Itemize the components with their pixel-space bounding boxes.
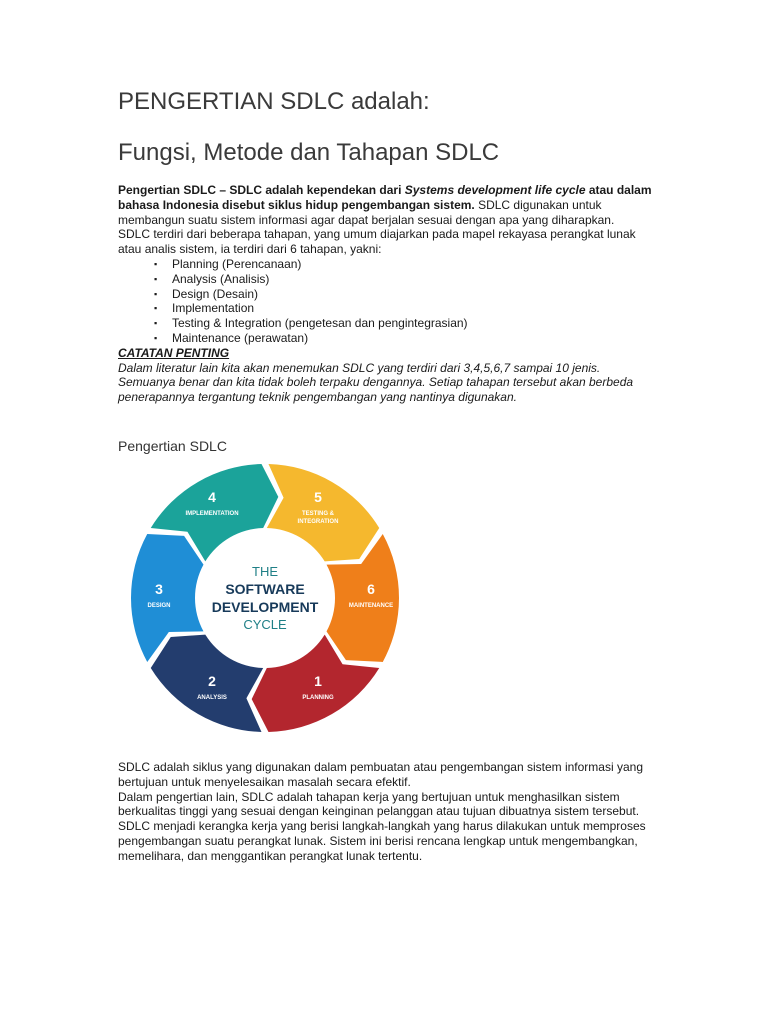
- list-item: ▪ Maintenance (perawatan): [172, 331, 658, 346]
- cycle-segment-2: [151, 635, 263, 732]
- cycle-segment-label: TESTING &: [301, 511, 335, 518]
- cycle-segment-number: 3: [155, 581, 163, 597]
- intro-bold-a: Pengertian SDLC – SDLC adalah kependekan dari: [118, 183, 405, 197]
- cycle-svg: [130, 458, 400, 738]
- page-subtitle: Fungsi, Metode dan Tahapan SDLC: [118, 139, 500, 166]
- cycle-segment-number: 4: [208, 489, 216, 506]
- note-title: CATATAN PENTING: [118, 345, 230, 360]
- list-item: ▪ Planning (Perencanaan): [172, 257, 658, 272]
- paragraph: SDLC adalah siklus yang digunakan dalam pembuatan atau pengembangan sistem informasi yang bertujuan untuk menyelesaikan masalah secara efektif.: [118, 760, 643, 789]
- cycle-segment-number: 6: [367, 581, 375, 597]
- paragraph: Dalam pengertian lain, SDLC adalah tahapan kerja yang bertujuan untuk menghasilkan sistem berkualitas tinggi yang sesuai dengan keinginan pelanggan atau tujuan dibuatnya sistem tersebut.: [118, 789, 640, 819]
- cycle-center-text: DEVELOPMENT: [211, 599, 319, 615]
- cycle-segment-number: 5: [314, 489, 322, 506]
- list-item: ▪ Design (Desain): [172, 287, 658, 302]
- cycle-segment-label: MAINTENANCE: [348, 603, 394, 609]
- cycle-segment-label: DESIGN: [147, 603, 171, 609]
- cycle-center-text: THE: [252, 564, 278, 579]
- cycle-center-text: CYCLE: [243, 617, 287, 632]
- paragraph: SDLC menjadi kerangka kerja yang berisi langkah-langkah yang harus dilakukan untuk memproses pengembangan suatu perangkat lunak. Sistem ini berisi rencana lengkap untuk mengembangkan, memelihara, dan menggantikan perangkat lunak tertentu.: [118, 819, 646, 863]
- intro-paragraph: [118, 183, 658, 227]
- note-text: Dalam literatur lain kita akan menemukan SDLC yang terdiri dari 3,4,5,6,7 sampai 10 jenis. Semuanya benar dan kita tidak boleh terpaku dengannya. Setiap tahapan tersebut akan berbeda penerapannya tergantung teknik pengembangan yang nantinya digunakan.: [118, 360, 634, 405]
- cycle-segment-label: ANALYSIS: [197, 694, 227, 701]
- cycle-segment-number: 2: [208, 672, 216, 689]
- body-section: [118, 760, 658, 864]
- page-title: PENGERTIAN SDLC adalah:: [118, 88, 430, 115]
- cycle-segment-number: 1: [314, 672, 322, 689]
- intro-bold-b: atau dalam bahasa Indonesia disebut siklus hidup pengembangan sistem.: [118, 183, 652, 212]
- cycle-center-text: SOFTWARE: [225, 581, 305, 597]
- sdlc-cycle-diagram: [130, 458, 400, 738]
- section-title: Pengertian SDLC: [118, 438, 227, 454]
- intro-bold-italic: Systems development life cycle: [404, 183, 586, 197]
- intro-section: [118, 183, 658, 405]
- intro-rest: SDLC digunakan untuk membangun suatu sistem informasi agar dapat berjalan sesuai dengan apa yang diharapkan.: [118, 197, 615, 227]
- cycle-segment-label: IMPLEMENTATION: [185, 511, 239, 518]
- cycle-segment-label: INTEGRATION: [297, 519, 339, 526]
- list-item: ▪ Analysis (Analisis): [172, 272, 658, 287]
- stages-intro: SDLC terdiri dari beberapa tahapan, yang umum diajarkan pada mapel rekayasa perangkat lunak atau analis sistem, ia terdiri dari 6 tahapan, yakni:: [118, 227, 636, 257]
- list-item: ▪ Testing & Integration (pengetesan dan pengintegrasian): [172, 316, 658, 331]
- stages-list: [118, 257, 658, 346]
- list-item: ▪ Implementation: [172, 301, 658, 316]
- cycle-segment-label: PLANNING: [302, 694, 334, 701]
